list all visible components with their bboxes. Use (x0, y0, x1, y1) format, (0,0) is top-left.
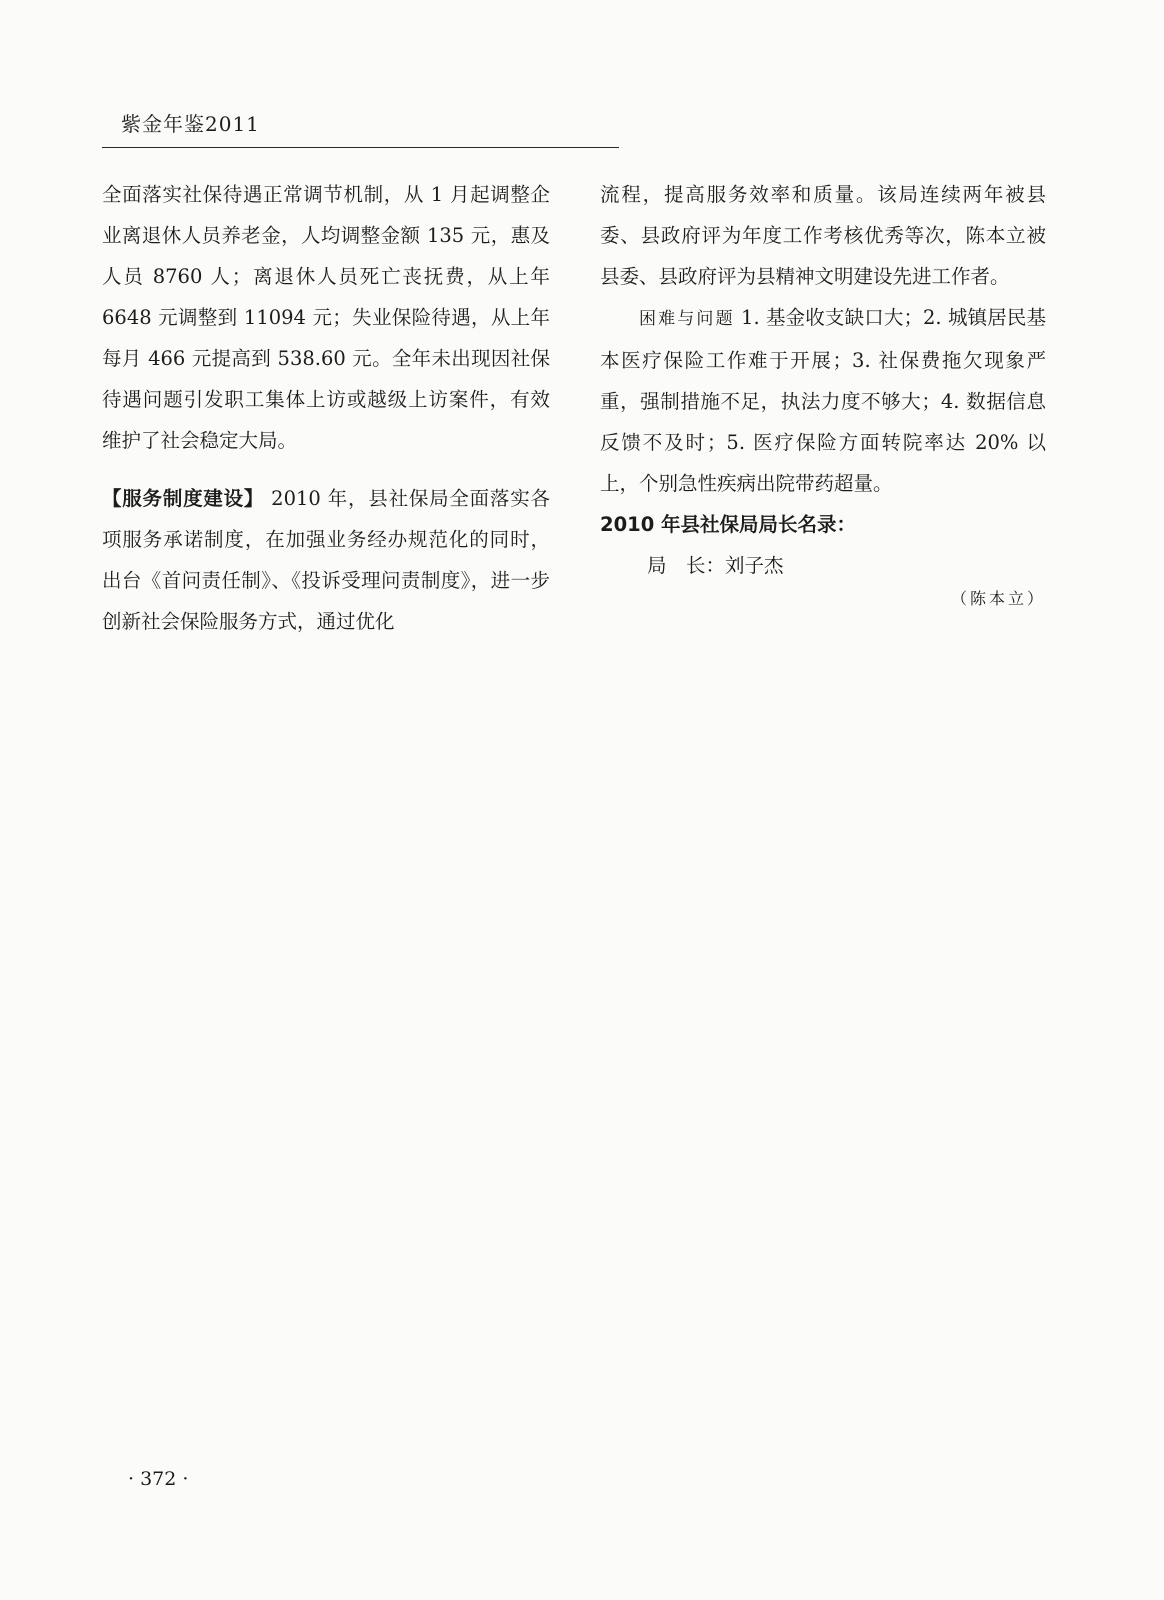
problems-paragraph (600, 297, 1046, 504)
right-column (600, 174, 1046, 612)
directory-title: 2010 年县社保局局长名录： (600, 513, 857, 536)
problems-label: 困难与问题 (639, 309, 735, 329)
page-number: · 372 · (128, 1468, 189, 1490)
director-entry: 局 长：刘子杰 (647, 554, 784, 577)
continuation-paragraph: 流程，提高服务效率和质量。该局连续两年被县委、县政府评为年度工作考核优秀等次，陈本立被县委、县政府评为县精神文明建设先进工作者。 (600, 183, 1046, 288)
author-credit: （陈本立） (950, 589, 1046, 608)
section-heading: 【服务制度建设】 (102, 487, 265, 510)
left-column (102, 174, 550, 642)
header-rule (102, 147, 619, 148)
paragraph-gap (102, 461, 550, 478)
running-header: 紫金年鉴2011 (121, 112, 260, 136)
problems-body: 1. 基金收支缺口大；2. 城镇居民基本医疗保险工作难于开展；3. 社保费拖欠现象严重，强制措施不足，执法力度不够大；4. 数据信息反馈不及时；5. 医疗保险方面转院率达 20% 以上，个别急性疾病出院带药超量。 (600, 306, 1047, 495)
pension-adjustment-paragraph: 全面落实社保待遇正常调节机制，从 1 月起调整企业离退休人员养老金，人均调整金额 135 元，惠及人员 8760 人；离退休人员死亡丧抚费，从上年 6648 元调整到 11094 元；失业保险待遇，从上年每月 466 元提高到 538.60 元。全年未出现因社保待遇问题引发职工集体上访或越级上访案件，有效维护了社会稳定大局。 (102, 183, 550, 452)
section-body: 2010 年，县社保局全面落实各项服务承诺制度，在加强业务经办规范化的同时，出台《首问责任制》、《投诉受理问责制度》，进一步创新社会保险服务方式，通过优化 (102, 487, 550, 633)
service-system-paragraph (102, 478, 550, 642)
